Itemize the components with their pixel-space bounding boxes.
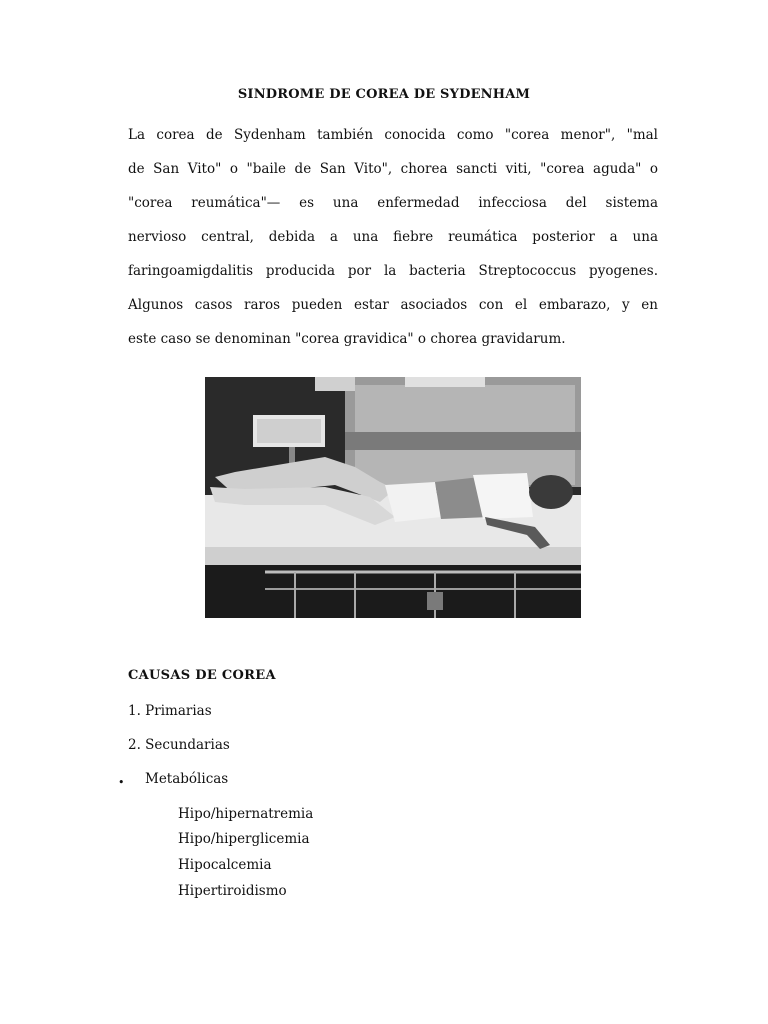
bullet-icon: •: [118, 776, 125, 789]
section-title: CAUSAS DE COREA: [128, 668, 276, 683]
patient-photo: [205, 377, 581, 618]
bullet-item: Metabólicas: [145, 771, 229, 787]
sub-list-item: Hipo/hiperglicemia: [178, 831, 310, 847]
paragraph-line: de San Vito" o "baile de San Vito", chorea sancti viti, "corea aguda" o: [128, 161, 658, 177]
sub-list-item: Hipertiroidismo: [178, 883, 287, 899]
sub-list-item: Hipo/hipernatremia: [178, 806, 314, 822]
paragraph-line: "corea reumática"— es una enfermedad infecciosa del sistema: [128, 195, 658, 211]
list-item: 1. Primarias: [128, 703, 212, 719]
paragraph-line: faringoamigdalitis producida por la bacteria Streptococcus pyogenes.: [128, 263, 658, 279]
paragraph-line: La corea de Sydenham también conocida como "corea menor", "mal: [128, 127, 658, 143]
sub-list-item: Hipocalcemia: [178, 857, 272, 873]
intro-paragraph: [128, 118, 658, 356]
paragraph-line: nervioso central, debida a una fiebre reumática posterior a una: [128, 229, 658, 245]
paragraph-line: este caso se denominan "corea gravidica" o chorea gravidarum.: [128, 331, 566, 347]
document-title: SINDROME DE COREA DE SYDENHAM: [237, 87, 531, 102]
patient-photo-illustration: [205, 377, 581, 618]
list-item: 2. Secundarias: [128, 737, 230, 753]
paragraph-line: Algunos casos raros pueden estar asociados con el embarazo, y en: [128, 297, 658, 313]
